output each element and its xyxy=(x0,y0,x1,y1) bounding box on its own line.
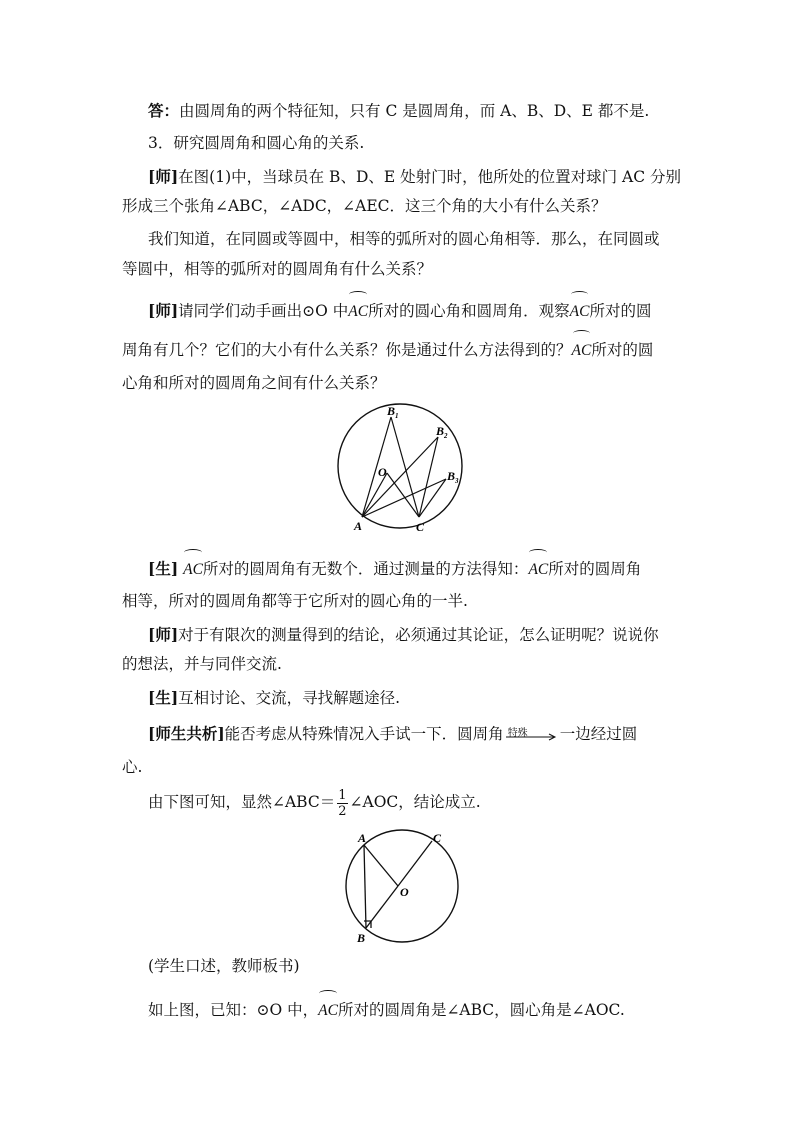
label-c: C xyxy=(416,520,425,534)
teacher-tag: [师] xyxy=(148,301,179,320)
fraction-numerator: 1 xyxy=(338,787,347,803)
teacher-line-2 xyxy=(148,294,708,328)
student-tag: [生] xyxy=(148,688,179,707)
paragraph-line: 形成三个张角∠ABC，∠ADC，∠AEC．这三个角的大小有什么关系？ xyxy=(122,197,607,215)
teacher-tag: [师] xyxy=(148,167,179,186)
circle-o xyxy=(338,404,462,528)
fraction-denominator: 2 xyxy=(338,803,347,819)
conclusion-line xyxy=(148,786,708,819)
paragraph-line: 心角和所对的圆周角之间有什么关系？ xyxy=(122,374,386,392)
label-b: B xyxy=(357,931,366,945)
fraction-half xyxy=(337,788,347,819)
text-segment: 所对的圆 xyxy=(591,341,654,359)
arrow-label: 特殊 xyxy=(507,728,528,739)
student-line-2 xyxy=(148,681,708,715)
label-a: A xyxy=(358,831,367,845)
text-segment: 请同学们动手画出⊙O 中 xyxy=(178,302,349,320)
chords xyxy=(362,417,446,517)
answer-text: 由圆周角的两个特征知，只有 C 是圆周角，而 A、B、D、E 都不是. xyxy=(179,102,650,120)
text-segment: ∠AOC，结论成立. xyxy=(349,793,481,811)
special-case-arrow xyxy=(504,727,560,743)
label-c: C xyxy=(433,831,442,845)
teacher-tag: [师] xyxy=(148,625,179,644)
teacher-text: 在图(1)中，当球员在 B、D、E 处射门时，他所处的位置对球门 AC 分别 xyxy=(178,168,682,186)
answer-line xyxy=(148,94,708,128)
text-segment: 能否考虑从特殊情况入手试一下．圆周角 xyxy=(224,725,504,743)
student-tag: [生] xyxy=(148,559,179,578)
text-segment: 所对的圆周角有无数个．通过测量的方法得知： xyxy=(202,560,529,578)
label-o: O xyxy=(378,465,387,479)
section-heading: 3．研究圆周角和圆心角的关系. xyxy=(148,134,365,152)
arc-ac: AC xyxy=(183,553,203,586)
text-segment: 互相讨论、交流，寻找解题途径. xyxy=(178,689,401,707)
student-line-1 xyxy=(148,552,708,586)
note-line: (学生口述，教师板书) xyxy=(148,957,300,975)
arc-ac: AC xyxy=(570,295,590,328)
label-b3: $B_3$ xyxy=(447,469,459,485)
arc-ac: AC xyxy=(348,295,368,328)
text-segment: 一边经过圆 xyxy=(559,725,638,743)
teacher-line-1 xyxy=(148,160,708,194)
arc-ac: AC xyxy=(528,553,548,586)
text-segment: 所对的圆 xyxy=(589,302,652,320)
paragraph-line: 心. xyxy=(122,758,143,776)
answer-tag: 答： xyxy=(148,101,180,120)
figure-diameter-case xyxy=(340,828,460,946)
paragraph-line: 我们知道，在同圆或等圆中，相等的弧所对的圆心角相等．那么，在同圆或 xyxy=(148,230,660,248)
joint-analysis-line xyxy=(148,717,708,751)
label-a: A xyxy=(354,519,363,533)
arc-ac: AC xyxy=(318,994,338,1027)
text-segment: 所对的圆周角是∠ABC，圆心角是∠AOC. xyxy=(337,1001,625,1019)
chords xyxy=(364,841,432,928)
label-o: O xyxy=(400,885,409,899)
text-segment: 周角有几个？它们的大小有什么关系？你是通过什么方法得到的？ xyxy=(122,341,572,359)
paragraph-line: 等圆中，相等的弧所对的圆周角有什么关系？ xyxy=(122,260,433,278)
text-segment: 由下图可知，显然∠ABC＝ xyxy=(148,793,336,811)
joint-analysis-tag: [师生共析] xyxy=(148,724,225,743)
text-segment: 所对的圆心角和圆周角．观察 xyxy=(368,302,570,320)
paragraph-line xyxy=(122,334,682,367)
given-line xyxy=(148,994,708,1027)
figure-inscribed-angles xyxy=(330,400,470,540)
label-b1: $B_1$ xyxy=(387,404,399,420)
text-segment: 如上图，已知：⊙O 中， xyxy=(148,1001,319,1019)
arc-ac: AC xyxy=(572,334,592,367)
paragraph-line: 相等，所对的圆周角都等于它所对的圆心角的一半. xyxy=(122,592,468,610)
paragraph-line: 的想法，并与同伴交流. xyxy=(122,655,282,673)
text-segment: 对于有限次的测量得到的结论，必须通过其论证，怎么证明呢？说说你 xyxy=(178,626,659,644)
label-b2: $B_2$ xyxy=(436,424,448,440)
text-segment: 所对的圆周角 xyxy=(548,560,642,578)
teacher-line-3 xyxy=(148,618,708,652)
